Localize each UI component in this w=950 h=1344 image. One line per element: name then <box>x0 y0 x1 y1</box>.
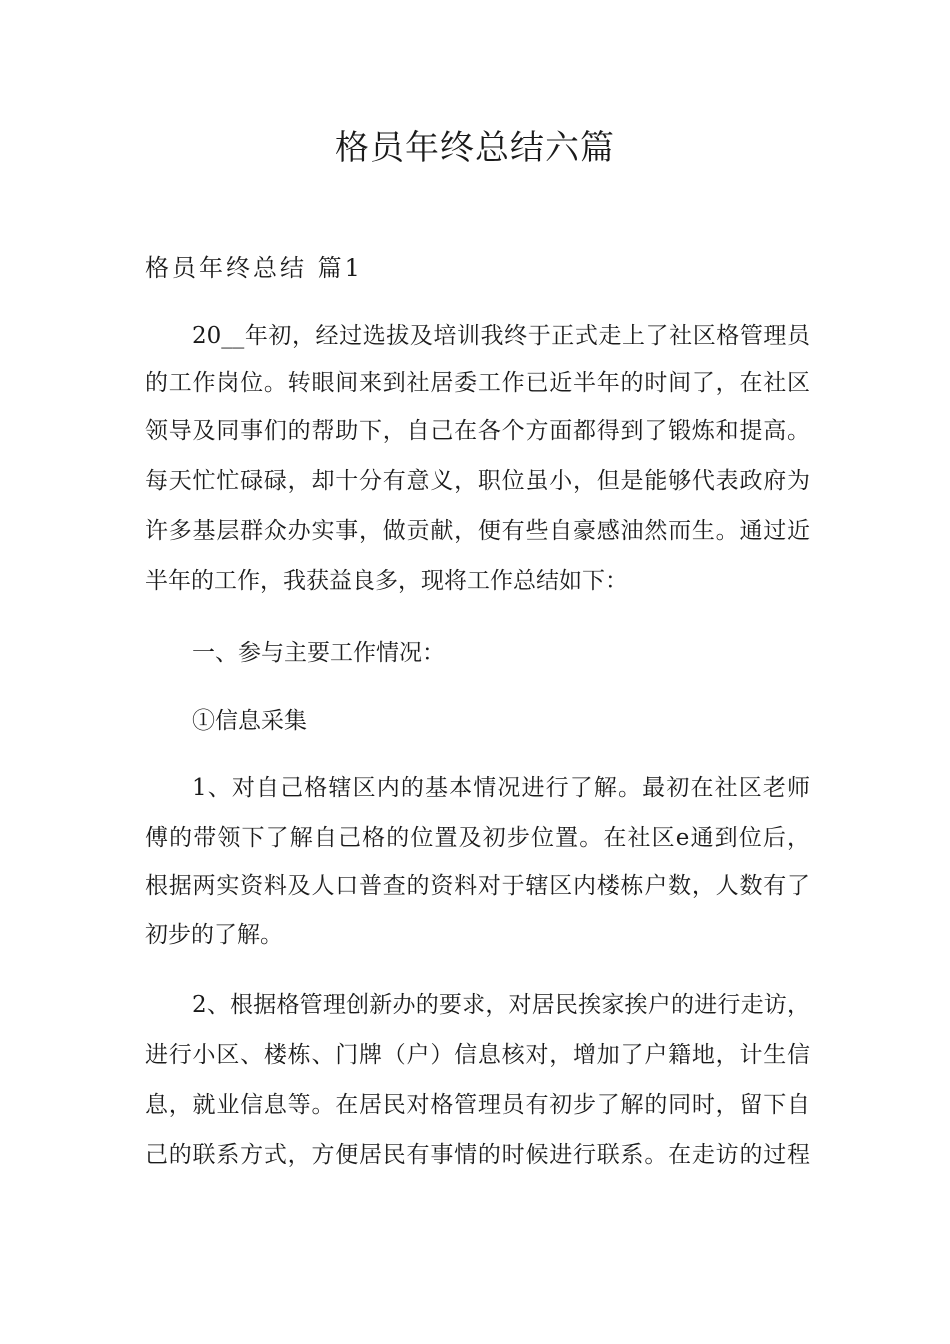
paragraph-line: 每天忙忙碌碌，却十分有意义，职位虽小，但是能够代表政府为 <box>145 468 810 494</box>
paragraph-line: 20__年初，经过选拔及培训我终于正式走上了社区格管理员 <box>192 323 810 349</box>
paragraph-line: 一、参与主要工作情况： <box>192 640 445 666</box>
paragraph-line: 1、对自己格辖区内的基本情况进行了解。最初在社区老师 <box>192 775 810 801</box>
paragraph-line: 半年的工作，我获益良多，现将工作总结如下： <box>145 568 628 594</box>
paragraph-line: 傅的带领下了解自己格的位置及初步位置。在社区e通到位后， <box>145 825 810 851</box>
paragraph-line: 根据两实资料及人口普查的资料对于辖区内楼栋户数，人数有了 <box>145 873 810 899</box>
paragraph-line: 的工作岗位。转眼间来到社居委工作已近半年的时间了，在社区 <box>145 370 810 396</box>
section-heading: 格员年终总结 篇1 <box>145 254 363 282</box>
paragraph-line: 息，就业信息等。在居民对格管理员有初步了解的同时，留下自 <box>145 1092 810 1118</box>
paragraph-line: ①信息采集 <box>192 708 307 734</box>
paragraph-line: 许多基层群众办实事，做贡献，便有些自豪感油然而生。通过近 <box>145 518 810 544</box>
paragraph-line: 进行小区、楼栋、门牌（户）信息核对，增加了户籍地，计生信 <box>145 1042 810 1068</box>
document-title: 格员年终总结六篇 <box>335 128 615 168</box>
paragraph-line: 2、根据格管理创新办的要求，对居民挨家挨户的进行走访， <box>192 992 810 1018</box>
paragraph-line: 己的联系方式，方便居民有事情的时候进行联系。在走访的过程 <box>145 1142 810 1168</box>
paragraph-line: 初步的了解。 <box>145 922 283 948</box>
paragraph-line: 领导及同事们的帮助下，自己在各个方面都得到了锻炼和提高。 <box>145 418 810 444</box>
